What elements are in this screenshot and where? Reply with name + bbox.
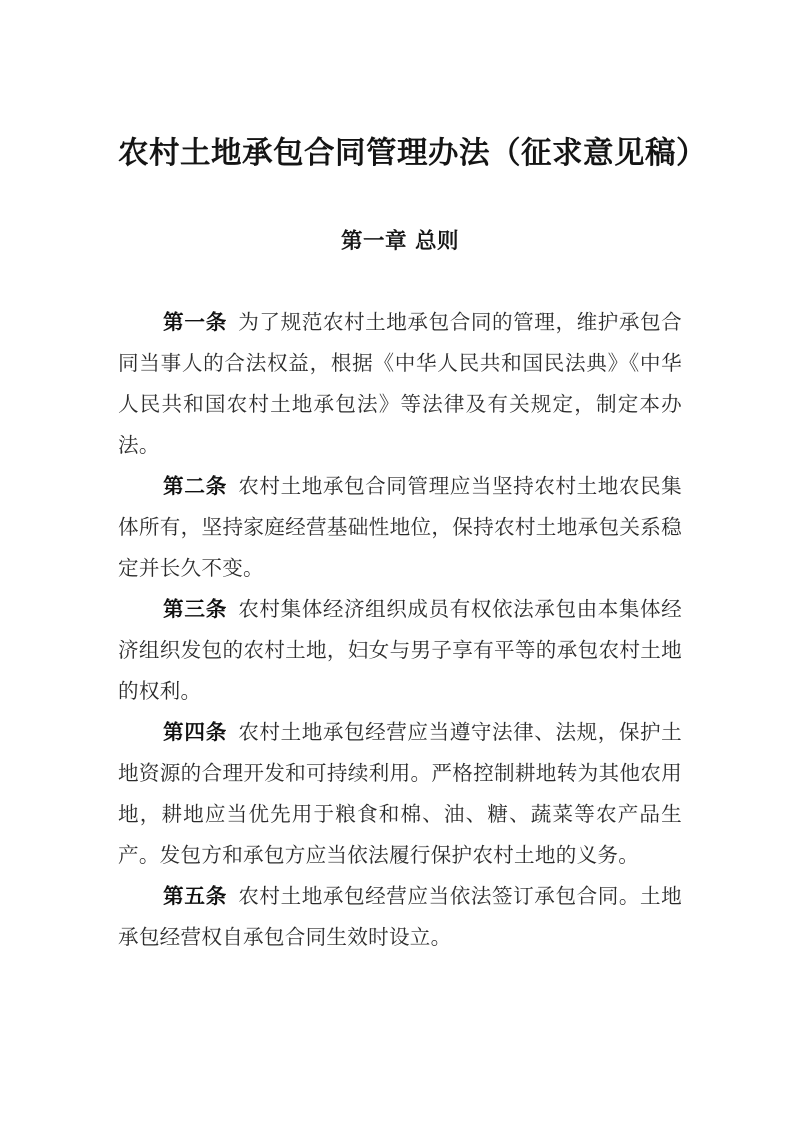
chapter-heading: 第一章 总则 — [341, 229, 459, 254]
article-paragraph — [118, 589, 682, 712]
document-text-column — [118, 0, 707, 958]
article-text: 农村土地承包合同管理应当坚持农村土地农民集体所有，坚持家庭经营基础性地位，保持农村土地承包关系稳定并长久不变。 — [118, 474, 683, 580]
article-paragraph — [118, 876, 682, 958]
page-title: 农村土地承包合同管理办法（征求意见稿） — [118, 135, 707, 171]
article-marker: 第二条 — [163, 474, 228, 498]
article-text: 农村土地承包经营应当依法签订承包合同。土地承包经营权自承包合同生效时设立。 — [118, 884, 683, 949]
article-paragraph — [118, 712, 682, 876]
article-list — [118, 258, 682, 958]
article-marker: 第一条 — [163, 310, 228, 334]
article-marker: 第三条 — [163, 597, 228, 621]
article-paragraph — [118, 466, 682, 589]
article-text: 为了规范农村土地承包合同的管理，维护承包合同当事人的合法权益，根据《中华人民共和国民法典》《中华人民共和国农村土地承包法》等法律及有关规定，制定本办法。 — [118, 310, 683, 457]
article-marker: 第四条 — [163, 720, 228, 744]
article-text: 农村集体经济组织成员有权依法承包由本集体经济组织发包的农村土地，妇女与男子享有平等的承包农村土地的权利。 — [118, 597, 683, 703]
article-marker: 第五条 — [163, 884, 228, 908]
article-text: 农村土地承包经营应当遵守法律、法规，保护土地资源的合理开发和可持续利用。严格控制耕地转为其他农用地，耕地应当优先用于粮食和棉、油、糖、蔬菜等农产品生产。发包方和承包方应当依法履行保护农村土地的义务。 — [118, 720, 683, 867]
article-paragraph — [118, 302, 682, 466]
